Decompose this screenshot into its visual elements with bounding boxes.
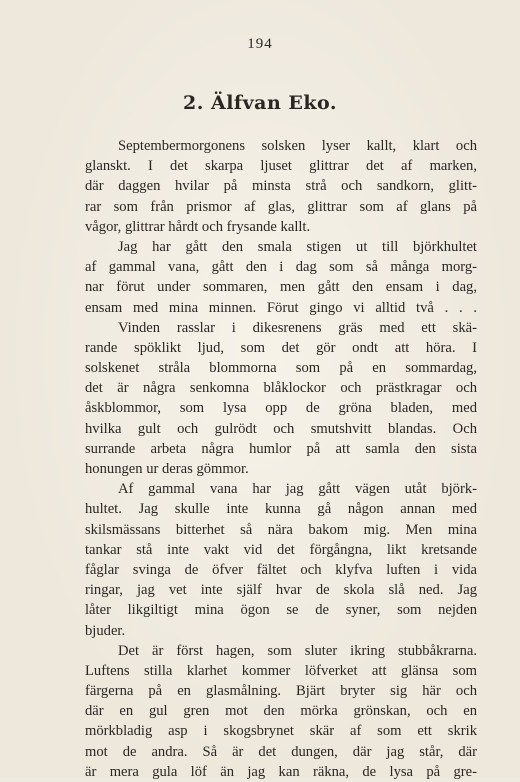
chapter-title: 2. Älfvan Eko.	[183, 92, 337, 114]
text-line: fåglar svinga de öfver fältet och klyfva luften i vida	[85, 561, 477, 578]
text-line: hultet. Jag skulle inte kunna gå någon annan med	[85, 501, 477, 518]
text-line: det är några senkomna blåklockor och prästkragar och	[85, 380, 477, 397]
text-line: mörkbladig asp i skogsbrynet skär af som ett skrik	[85, 723, 477, 740]
text-line: Det är först hagen, som sluter ikring stubbåkrarna.	[118, 642, 477, 659]
text-line: är mera gula löf än jag kan räkna, de lysa på gre-	[85, 763, 477, 780]
text-line: Af gammal vana har jag gått vägen utåt björk-	[118, 481, 477, 498]
text-line: nar förut under sommaren, men gått den ensam i dag,	[85, 279, 477, 296]
text-line: surrande arbeta några humlor på att samla den sista	[85, 440, 477, 457]
text-line: bjuder.	[85, 622, 126, 639]
text-line: af gammal vana, gått den i dag som så många morg-	[85, 259, 477, 276]
text-line: Vinden rasslar i dikesrenens gräs med ett skä-	[118, 319, 477, 336]
text-line: ringar, jag vet inte själf hvar de skola slå ned. Jag	[85, 582, 477, 599]
text-line: ensam med mina minnen. Förut gingo vi alltid två . . .	[85, 299, 477, 316]
text-line: solskenet stråla blommorna som på en sommardag,	[85, 360, 477, 377]
text-line: skilsmässans bitterhet så nära bakom mig. Men mina	[85, 521, 477, 538]
text-line: glanskt. I det skarpa ljuset glittrar det af marken,	[85, 158, 477, 175]
text-line: hvilka gult och gulrödt och smutshvitt blandas. Och	[85, 420, 477, 437]
text-line: där daggen hvilar på minsta strå och sandkorn, glitt-	[85, 178, 477, 195]
text-line: Septembermorgonens solsken lyser kallt, klart och	[118, 138, 477, 154]
text-line: rande spöklikt ljud, som det gör ondt att höra. I	[85, 339, 477, 356]
text-line: Jag har gått den smala stigen ut till björkhultet	[118, 238, 477, 255]
text-line: vågor, glittrar hårdt och frysande kallt.	[85, 218, 311, 235]
text-line: Luftens stilla klarhet kommer löfverket att glänsa som	[85, 662, 477, 679]
text-line: honungen ur deras gömmor.	[85, 461, 249, 477]
page-number: 194	[247, 36, 273, 52]
text-line: åskblommor, som lysa opp de gröna bladen, med	[85, 400, 477, 417]
text-line: rar som från prismor af glas, glittrar som af glans på	[85, 198, 477, 215]
body-text	[85, 136, 477, 782]
text-line: där en gul gren mot den mörka grönskan, och en	[85, 703, 477, 720]
text-line: mot de andra. Så är det dungen, där jag står, där	[85, 743, 477, 760]
text-line: färgerna på en glasmålning. Bjärt bryter sig här och	[85, 683, 477, 700]
text-line: låter likgiltigt mina ögon se de syner, som nejden	[85, 602, 477, 619]
text-line: tankar stå inte vakt vid det förgångna, likt kretsande	[85, 541, 477, 558]
